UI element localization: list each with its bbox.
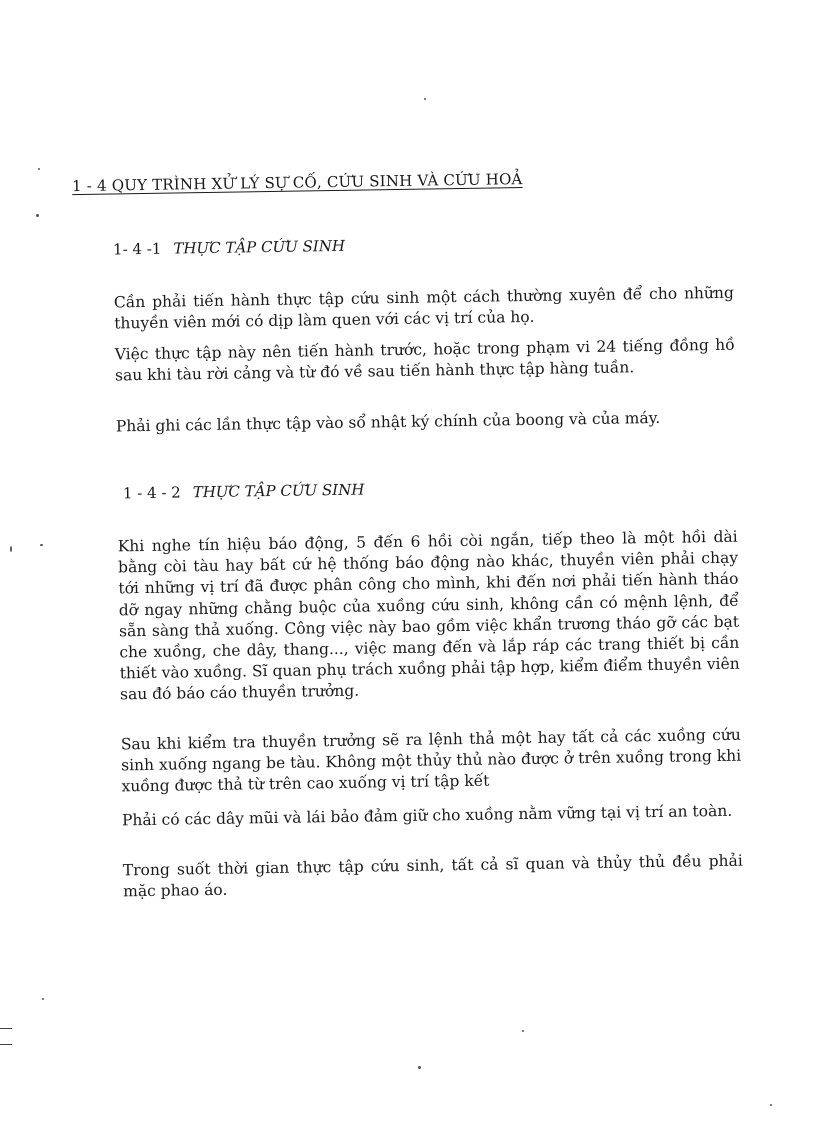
scan-edge-mark [0,1028,12,1029]
section-2-paragraph-3: Phải có các dây mũi và lái bảo đảm giữ cho xuồng nằm vững tại vị trí an toàn. [121,801,733,830]
scan-speck [522,1030,524,1032]
section-1-title: THỰC TẬP CỨU SINH [173,236,346,258]
section-1-heading [113,237,345,259]
scan-speck [42,998,44,1000]
scan-speck [38,168,40,170]
section-2-heading [123,481,365,503]
section-2-paragraph-1: Khi nghe tín hiệu báo động, 5 đến 6 hồi còi ngắn, tiếp theo là một hồi dài bằng còi tàu hay bất cứ hệ thống báo động nào khác, thuyền viên phải chạy tới những vị trí đã được phân công cho mình, khi đến nơi phải tiến hành tháo dỡ ngay những chằng buộc của xuồng cứu sinh, không cần có mệnh lệnh, để sẵn sàng thả xuống. Công việc này bao gồm việc khẩn trương tháo gỡ các bạt che xuồng, che dây, thang..., việc mang đến và lắp ráp các trang thiết bị cần thiết vào xuồng. Sĩ quan phụ trách xuồng phải tập hợp, kiểm điểm thuyền viên sau đó báo cáo thuyền trưởng. [117,527,740,704]
section-1-paragraph-1: Cần phải tiến hành thực tập cứu sinh một cách thường xuyên để cho những thuyền viên mới có dịp làm quen với các vị trí của họ. [113,283,734,333]
section-2-paragraph-2: Sau khi kiểm tra thuyền trưởng sẽ ra lệnh thả một hay tất cả các xuồng cứu sinh xuống ngang be tàu. Không một thủy thủ nào được ở trên xuồng trong khi xuồng được thả từ trên cao xuống vị trí tập kết [120,725,742,796]
scan-edge-mark [0,1044,12,1045]
scan-speck [770,1104,772,1106]
section-2-number: 1 - 4 - 2 [122,483,181,503]
section-1-number: 1- 4 -1 [112,239,162,259]
scan-speck [424,98,426,100]
scan-speck [36,214,39,217]
main-heading: 1 - 4 QUY TRÌNH XỬ LÝ SỰ CỐ, CỨU SINH VÀ CỨU HOẢ [71,170,523,196]
section-1-paragraph-3: Phải ghi các lần thực tập vào sổ nhật ký chính của boong và của máy. [115,408,661,436]
section-2-paragraph-4: Trong suốt thời gian thực tập cứu sinh, tất cả sĩ quan và thủy thủ đều phải mặc phao áo. [122,851,743,901]
scan-speck [10,546,12,552]
scan-speck [40,544,43,546]
section-1-paragraph-2: Việc thực tập này nên tiến hành trước, hoặc trong phạm vi 24 tiếng đồng hồ sau khi tàu rời cảng và từ đó về sau tiến hành thực tập hàng tuần. [114,335,735,385]
scan-speck [418,1066,421,1069]
section-2-title: THỰC TẬP CỨU SINH [192,480,365,502]
